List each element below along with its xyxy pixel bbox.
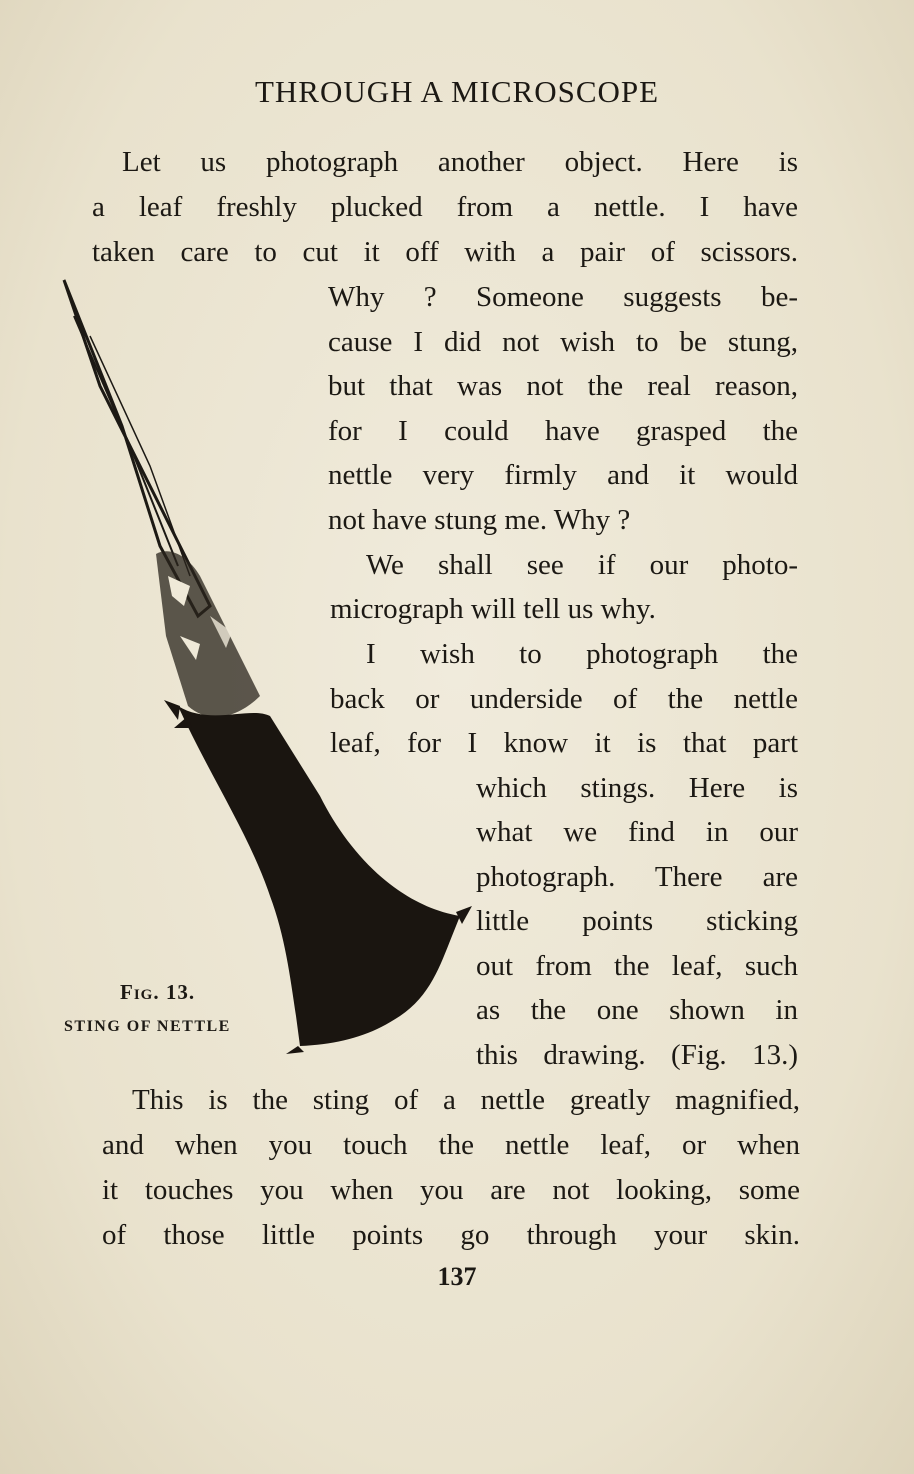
text-line: leaf, for I know it is that part — [330, 727, 798, 759]
figure-label: Fig. 13. — [120, 980, 196, 1004]
text-line: back or underside of the nettle — [330, 683, 798, 715]
text-line: which stings. Here is — [476, 772, 798, 804]
text-line: this drawing. (Fig. 13.) — [476, 1039, 798, 1071]
text-line: not have stung me. Why ? — [328, 504, 631, 536]
text-line: of those little points go through your skin. — [102, 1219, 800, 1251]
text-line: little points sticking — [476, 905, 798, 937]
figure-caption: STING OF NETTLE — [64, 1018, 231, 1035]
text-line: as the one shown in — [476, 994, 798, 1026]
text-line: photograph. There are — [476, 861, 798, 893]
text-line: what we find in our — [476, 816, 798, 848]
text-line: it touches you when you are not looking, some — [102, 1174, 800, 1206]
text-line: We shall see if our photo- — [366, 549, 798, 581]
text-line: a leaf freshly plucked from a nettle. I have — [92, 191, 798, 223]
text-line: taken care to cut it off with a pair of scissors. — [92, 236, 798, 268]
text-line: for I could have grasped the — [328, 415, 798, 447]
page-number: 137 — [437, 1262, 477, 1291]
text-line: nettle very firmly and it would — [328, 459, 798, 491]
text-line: out from the leaf, such — [476, 950, 798, 982]
text-line: Let us photograph another object. Here is — [122, 146, 798, 178]
text-line: and when you touch the nettle leaf, or when — [102, 1129, 800, 1161]
text-line: I wish to photograph the — [366, 638, 798, 670]
text-line: but that was not the real reason, — [328, 370, 798, 402]
text-line: This is the sting of a nettle greatly magnified, — [132, 1084, 800, 1116]
text-line: Why ? Someone suggests be- — [328, 281, 798, 313]
text-line: micrograph will tell us why. — [330, 593, 656, 625]
text-line: cause I did not wish to be stung, — [328, 326, 798, 358]
nettle-sting-illustration — [60, 276, 480, 1066]
running-head: THROUGH A MICROSCOPE — [254, 74, 660, 109]
